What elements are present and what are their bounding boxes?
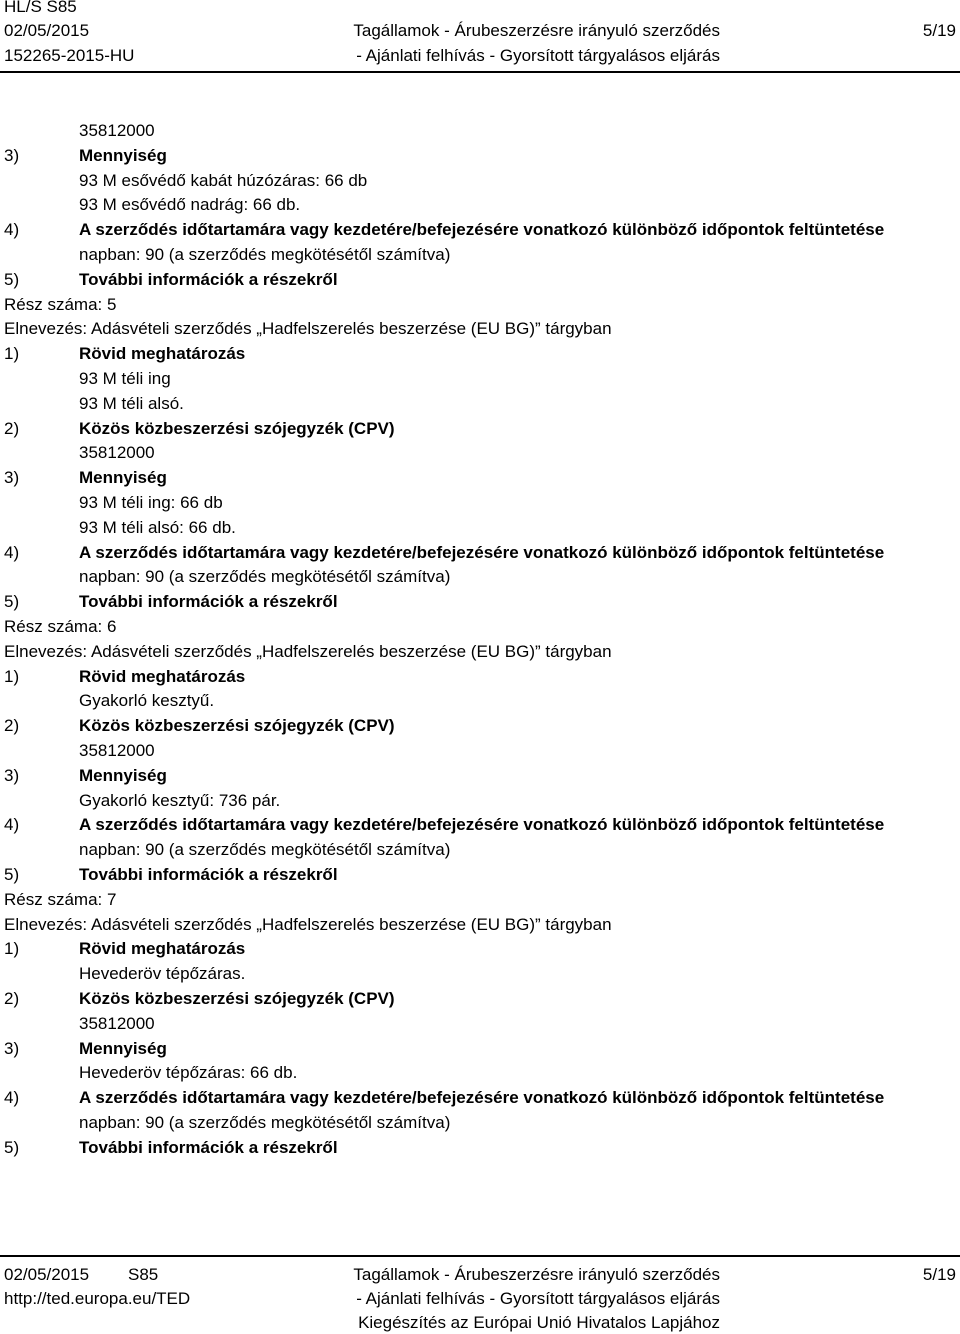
quantity-number: 3) bbox=[4, 146, 20, 165]
part-name: Elnevezés: Adásvételi szerződés „Hadfelszerelés beszerzése (EU BG)” tárgyban bbox=[4, 915, 612, 934]
duration-value: napban: 90 (a szerződés megkötésétől számítva) bbox=[79, 567, 451, 586]
footer-title-line3: Kiegészítés az Európai Unió Hivatalos Lapjához bbox=[358, 1313, 720, 1332]
cpv-code: 35812000 bbox=[79, 1014, 155, 1033]
cpv-code: 35812000 bbox=[79, 741, 155, 760]
part-name: Elnevezés: Adásvételi szerződés „Hadfelszerelés beszerzése (EU BG)” tárgyban bbox=[4, 642, 612, 661]
footer-url: http://ted.europa.eu/TED bbox=[4, 1289, 191, 1308]
duration-value: napban: 90 (a szerződés megkötésétől számítva) bbox=[79, 840, 451, 859]
quantity-line: 93 M esővédő kabát húzózáras: 66 db bbox=[79, 171, 368, 190]
cpv-number: 2) bbox=[4, 419, 20, 438]
footer-title-line1: Tagállamok - Árubeszerzésre irányuló szerződés bbox=[353, 1265, 720, 1284]
short-description-heading: Rövid meghatározás bbox=[79, 667, 246, 686]
quantity-line: 93 M esővédő nadrág: 66 db. bbox=[79, 195, 301, 214]
quantity-line: 93 M téli ing: 66 db bbox=[79, 493, 223, 512]
short-description-line: 93 M téli ing bbox=[79, 369, 171, 388]
cpv-heading: Közös közbeszerzési szójegyzék (CPV) bbox=[79, 989, 395, 1008]
more-info-heading: További információk a részekről bbox=[79, 270, 338, 289]
more-info-heading: További információk a részekről bbox=[79, 592, 338, 611]
cpv-heading: Közös közbeszerzési szójegyzék (CPV) bbox=[79, 419, 395, 438]
more-info-number: 5) bbox=[4, 1138, 20, 1157]
short-description-line: 93 M téli alsó. bbox=[79, 394, 184, 413]
header-divider bbox=[0, 71, 960, 73]
duration-number: 4) bbox=[4, 1088, 20, 1107]
header-date: 02/05/2015 bbox=[4, 21, 90, 40]
cpv-code: 35812000 bbox=[79, 121, 155, 140]
quantity-number: 3) bbox=[4, 468, 20, 487]
more-info-heading: További információk a részekről bbox=[79, 1138, 338, 1157]
cpv-number: 2) bbox=[4, 716, 20, 735]
short-description-line: Gyakorló kesztyű. bbox=[79, 691, 215, 710]
quantity-line: Hevederöv tépőzáras: 66 db. bbox=[79, 1063, 298, 1082]
quantity-line: 93 M téli alsó: 66 db. bbox=[79, 518, 236, 537]
footer-series: S85 bbox=[128, 1265, 159, 1284]
quantity-heading: Mennyiség bbox=[79, 146, 167, 165]
short-description-number: 1) bbox=[4, 344, 20, 363]
notice-number: 152265-2015-HU bbox=[4, 46, 135, 65]
doc-id: HL/S S85 bbox=[4, 0, 77, 16]
short-description-number: 1) bbox=[4, 939, 20, 958]
duration-heading: A szerződés időtartamára vagy kezdetére/befejezésére vonatkozó különböző időpontok feltüntetése bbox=[79, 815, 885, 834]
more-info-number: 5) bbox=[4, 592, 20, 611]
cpv-code: 35812000 bbox=[79, 443, 155, 462]
duration-heading: A szerződés időtartamára vagy kezdetére/befejezésére vonatkozó különböző időpontok feltüntetése bbox=[79, 543, 885, 562]
more-info-heading: További információk a részekről bbox=[79, 865, 338, 884]
more-info-number: 5) bbox=[4, 270, 20, 289]
duration-number: 4) bbox=[4, 815, 20, 834]
part-number: Rész száma: 6 bbox=[4, 617, 117, 636]
footer-page-number: 5/19 bbox=[922, 1265, 956, 1284]
duration-number: 4) bbox=[4, 543, 20, 562]
short-description-heading: Rövid meghatározás bbox=[79, 344, 246, 363]
cpv-number: 2) bbox=[4, 989, 20, 1008]
duration-value: napban: 90 (a szerződés megkötésétől számítva) bbox=[79, 245, 451, 264]
duration-number: 4) bbox=[4, 220, 20, 239]
header-page-number: 5/19 bbox=[922, 21, 956, 40]
header-title-line2: - Ajánlati felhívás - Gyorsított tárgyalásos eljárás bbox=[356, 46, 720, 65]
quantity-line: Gyakorló kesztyű: 736 pár. bbox=[79, 791, 281, 810]
duration-value: napban: 90 (a szerződés megkötésétől számítva) bbox=[79, 1113, 451, 1132]
quantity-number: 3) bbox=[4, 1039, 20, 1058]
more-info-number: 5) bbox=[4, 865, 20, 884]
part-name: Elnevezés: Adásvételi szerződés „Hadfelszerelés beszerzése (EU BG)” tárgyban bbox=[4, 319, 612, 338]
footer-date: 02/05/2015 bbox=[4, 1265, 90, 1284]
part-number: Rész száma: 5 bbox=[4, 295, 117, 314]
footer-divider bbox=[0, 1255, 960, 1257]
short-description-number: 1) bbox=[4, 667, 20, 686]
header-title-line1: Tagállamok - Árubeszerzésre irányuló szerződés bbox=[353, 21, 720, 40]
cpv-heading: Közös közbeszerzési szójegyzék (CPV) bbox=[79, 716, 395, 735]
short-description-heading: Rövid meghatározás bbox=[79, 939, 246, 958]
duration-heading: A szerződés időtartamára vagy kezdetére/befejezésére vonatkozó különböző időpontok feltüntetése bbox=[79, 1088, 885, 1107]
quantity-heading: Mennyiség bbox=[79, 766, 167, 785]
quantity-number: 3) bbox=[4, 766, 20, 785]
duration-heading: A szerződés időtartamára vagy kezdetére/befejezésére vonatkozó különböző időpontok feltüntetése bbox=[79, 220, 885, 239]
footer-title-line2: - Ajánlati felhívás - Gyorsított tárgyalásos eljárás bbox=[356, 1289, 720, 1308]
short-description-line: Hevederöv tépőzáras. bbox=[79, 964, 246, 983]
part-number: Rész száma: 7 bbox=[4, 890, 117, 909]
quantity-heading: Mennyiség bbox=[79, 468, 167, 487]
quantity-heading: Mennyiség bbox=[79, 1039, 167, 1058]
